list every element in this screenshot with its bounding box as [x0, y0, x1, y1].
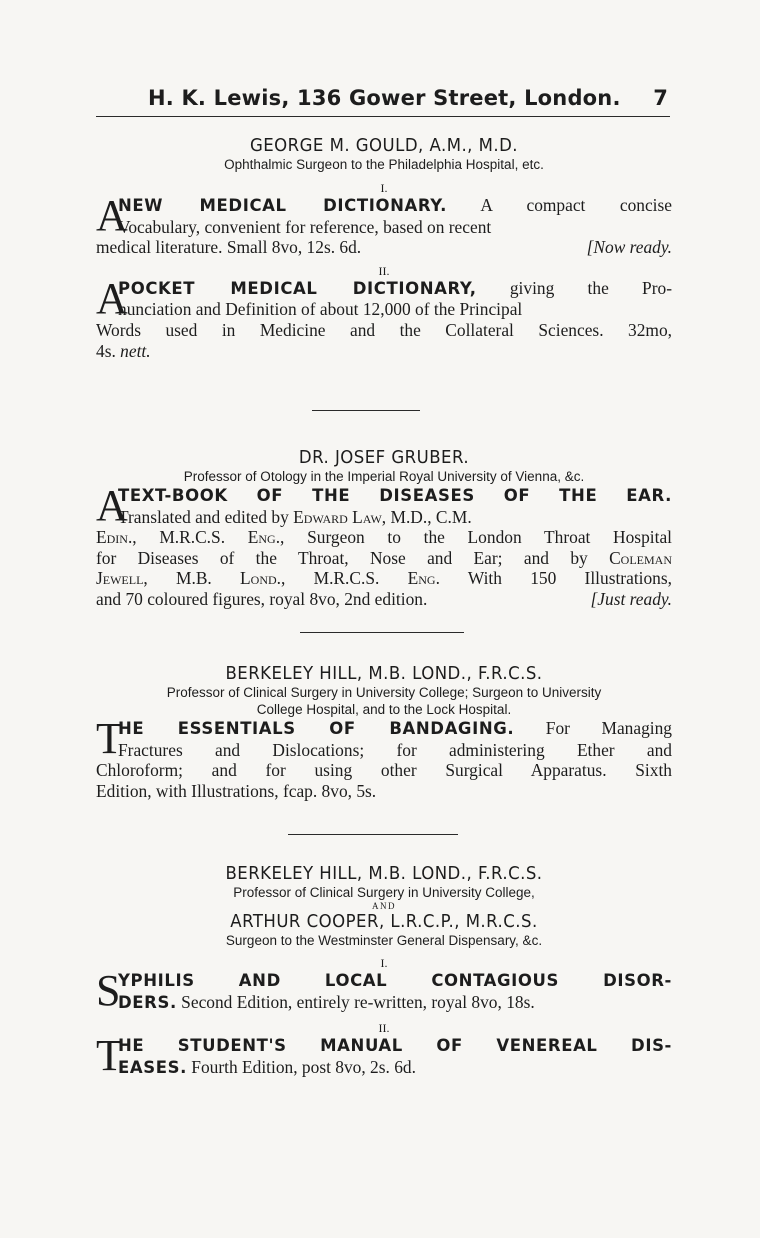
author-heading: GEORGE M. GOULD, A.M., M.D. [249, 135, 519, 156]
drop-cap: S [96, 966, 121, 1015]
and-conjunction: AND [372, 901, 396, 911]
author-role: Professor of Clinical Surgery in University College; Surgeon to University [166, 685, 602, 700]
entry-numeral: II. [378, 1021, 390, 1036]
author-role: Ophthalmic Surgeon to the Philadelphia Hospital, etc. [224, 157, 544, 172]
section-divider [300, 632, 464, 633]
gruber-section [96, 448, 672, 610]
entry-numeral: II. [378, 263, 390, 278]
book-entry-syphilis: S YPHILIS AND LOCAL CONTAGIOUS DISOR- DERS. Second Edition, entirely re-written, royal 8vo, 18s. [96, 966, 672, 1015]
book-entry-medical-dictionary: A NEW MEDICAL DICTIONARY. A compact concise Vocabulary, convenient for reference, based on recent medical literature. Small 8vo, 12s. 6d. [Now ready. [96, 191, 672, 258]
section-divider [312, 410, 420, 411]
hill-section [96, 664, 672, 801]
book-title: TEXT-BOOK OF THE DISEASES OF THE EAR. [118, 486, 672, 505]
availability-note: [Just ready. [590, 588, 672, 609]
author-heading: BERKELEY HILL, M.B. LOND., F.R.C.S. [225, 863, 543, 884]
book-entry-bandaging: T HE ESSENTIALS OF BANDAGING. For Managing Fractures and Dislocations; for administering Ether and Chloroform; and for using other Surgical Apparatus. Sixth Edition, with Illustrations, fcap. 8vo, 5s. [96, 714, 672, 801]
author-role: Surgeon to the Westminster General Dispensary, &c. [225, 933, 543, 948]
book-title: HE STUDENT'S MANUAL OF VENEREAL DIS- [118, 1036, 672, 1056]
book-title: NEW MEDICAL DICTIONARY. [118, 196, 447, 215]
running-head [96, 86, 670, 117]
gould-section [96, 136, 672, 361]
book-title: YPHILIS AND LOCAL CONTAGIOUS DISOR- [118, 971, 672, 990]
drop-cap: A [96, 191, 128, 240]
drop-cap: A [96, 481, 128, 530]
entry-numeral: I. [380, 956, 388, 970]
entry-numeral: I. [380, 181, 388, 195]
book-entry-pocket-dictionary: A POCKET MEDICAL DICTIONARY, giving the Pro- nunciation and Definition of about 12,000 of the Principal Words used in Medicine and the Collateral Sciences. 32mo, 4s. nett. [96, 273, 672, 361]
author-heading: DR. JOSEF GRUBER. [298, 447, 470, 468]
book-title: POCKET MEDICAL DICTIONARY, [118, 278, 477, 298]
drop-cap: T [96, 714, 123, 763]
section-divider [288, 834, 458, 835]
publisher-address: H. K. Lewis, 136 Gower Street, London. [148, 86, 621, 110]
author-role: College Hospital, and to the Lock Hospital. [256, 702, 512, 717]
author-role: Professor of Clinical Surgery in University College, [233, 885, 535, 900]
page-number: 7 [653, 86, 668, 110]
availability-note: [Now ready. [586, 237, 672, 258]
author-heading: ARTHUR COOPER, L.R.C.P., M.R.C.S. [230, 911, 538, 932]
author-heading: BERKELEY HILL, M.B. LOND., F.R.C.S. [225, 663, 543, 684]
drop-cap: A [96, 273, 128, 323]
book-entry-venereal-diseases: T HE STUDENT'S MANUAL OF VENEREAL DIS- EASES. Fourth Edition, post 8vo, 2s. 6d. [96, 1031, 672, 1081]
book-entry-diseases-of-ear: A TEXT-BOOK OF THE DISEASES OF THE EAR. Translated and edited by Edward Law, M.D., C.M. Edin., M.R.C.S. Eng., Surgeon to the London Throat Hospital for Diseases of the Throat, Nose and Ear; and by Coleman Jewell, M.B. Lond., M.R.C.S. Eng. With 150 Illustrations, and 70 coloured figures, royal 8vo, 2nd edition. [Just ready. [96, 481, 672, 609]
author-role: Professor of Otology in the Imperial Royal University of Vienna, &c. [183, 469, 585, 484]
book-title: HE ESSENTIALS OF BANDAGING. [118, 719, 515, 738]
drop-cap: T [96, 1031, 123, 1081]
hill-cooper-section [96, 863, 672, 1081]
